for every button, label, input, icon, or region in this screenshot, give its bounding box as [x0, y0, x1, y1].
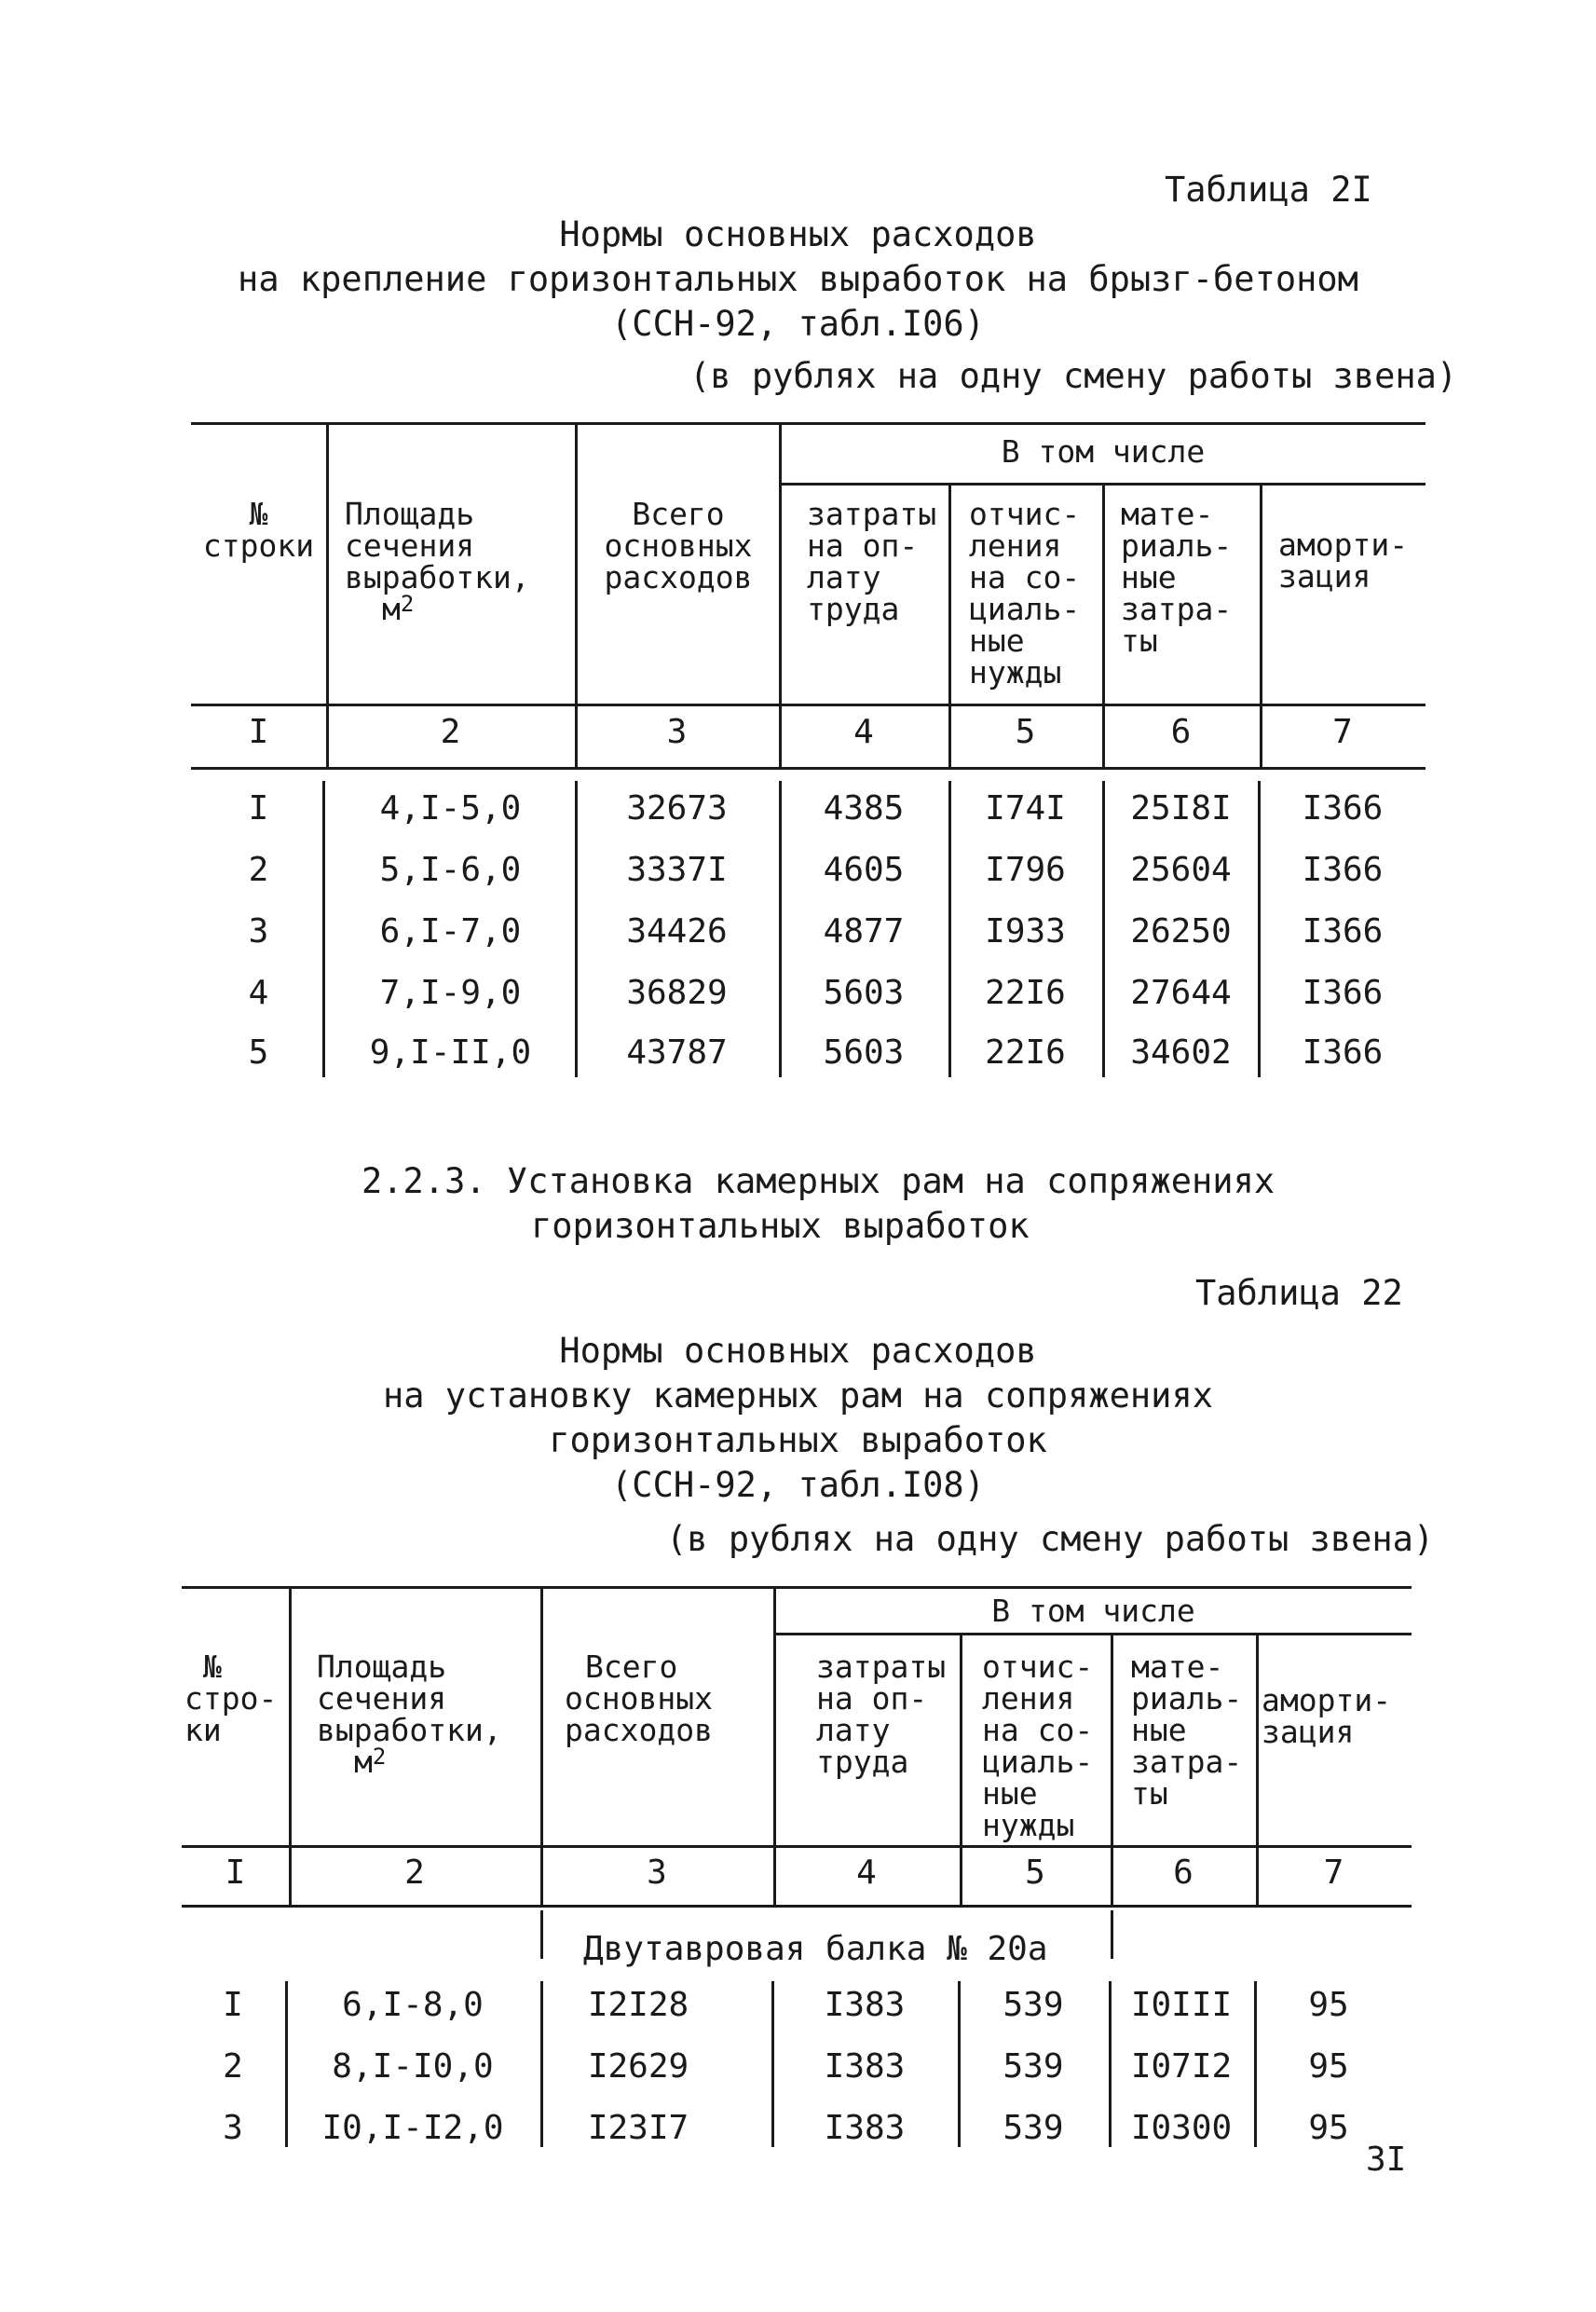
- table21-header-social: отчис- ления на со- циаль- ные нужды: [969, 496, 1081, 691]
- cell: I383: [824, 1986, 906, 2024]
- cell: I383: [824, 2047, 906, 2086]
- cell: 36829: [626, 974, 728, 1012]
- table22-title-line4: (ССН-92, табл.I08): [611, 1465, 985, 1505]
- cell: 539: [1003, 1986, 1064, 2024]
- cell: 2: [248, 851, 269, 889]
- table21-colnum: 6: [1170, 713, 1192, 751]
- cell: 27644: [1130, 974, 1232, 1012]
- cell: 22I6: [985, 1033, 1066, 1072]
- cell: I: [248, 789, 269, 828]
- table21-header-materials: мате- риаль- ные затра- ты: [1121, 496, 1233, 659]
- cell: 7,I-9,0: [379, 974, 522, 1012]
- cell: I07I2: [1130, 2047, 1233, 2086]
- cell: 95: [1308, 2109, 1349, 2147]
- table22-colnum: 6: [1173, 1854, 1194, 1892]
- table21-colnum: 4: [853, 713, 874, 751]
- cell: 6,I-8,0: [342, 1986, 484, 2024]
- table21-colnum: 7: [1332, 713, 1353, 751]
- page-number: 3I: [1366, 2141, 1407, 2179]
- table22-body-divider: [1111, 1910, 1113, 1959]
- table22-subheader-rule: [775, 1633, 1412, 1635]
- table22-title-line3: горизонтальных выработок: [549, 1420, 1047, 1460]
- cell: 4: [248, 974, 269, 1012]
- cell: 3337I: [626, 851, 728, 889]
- cell: I366: [1302, 851, 1384, 889]
- cell: 32673: [626, 789, 728, 828]
- cell: 95: [1308, 2047, 1349, 2086]
- table21-label: Таблица 2I: [1165, 170, 1372, 210]
- table21-header-total: Всего основных расходов: [604, 496, 753, 595]
- cell: 539: [1003, 2109, 1064, 2147]
- table21-header-amort: аморти- зация: [1278, 527, 1409, 595]
- table22-colnum: 5: [1025, 1854, 1045, 1892]
- cell: 4877: [823, 912, 905, 951]
- cell: I366: [1302, 789, 1384, 828]
- cell: I2I28: [587, 1986, 689, 2024]
- table22-header-social: отчис- ления на со- циаль- ные нужды: [982, 1648, 1094, 1843]
- section-heading-line2: горизонтальных выработок: [531, 1206, 1030, 1246]
- table21-colnum: 3: [666, 713, 688, 751]
- cell: 2: [223, 2047, 243, 2086]
- table22-colnum: 3: [647, 1854, 667, 1892]
- table21-top-border: [191, 422, 1425, 425]
- table22-header-bottom-rule: [182, 1845, 1412, 1848]
- table22-header-materials: мате- риаль- ные затра- ты: [1131, 1648, 1243, 1812]
- cell: I2629: [587, 2047, 689, 2086]
- cell: I23I7: [587, 2109, 689, 2147]
- cell: 3: [248, 912, 269, 951]
- table22-colnum: I: [225, 1854, 246, 1892]
- cell: I0,I-I2,0: [321, 2109, 504, 2147]
- cell: 5: [248, 1033, 269, 1072]
- cell: I366: [1302, 974, 1384, 1012]
- table21-title-line1: Нормы основных расходов: [559, 214, 1037, 254]
- table21-colnum-bottom-rule: [191, 767, 1425, 770]
- table22-colnum: 7: [1323, 1854, 1344, 1892]
- cell: 34602: [1130, 1033, 1232, 1072]
- table22-group-label: Двутавровая балка № 20а: [583, 1930, 1048, 1968]
- table22-header-total: Всего основных расходов: [565, 1648, 713, 1748]
- table22-unit-note: (в рублях на одну смену работы звена): [666, 1519, 1435, 1559]
- table21-header-labor: затраты на оп- лату труда: [807, 496, 937, 627]
- cell: 5603: [823, 974, 905, 1012]
- cell: 26250: [1130, 912, 1232, 951]
- cell: 4,I-5,0: [379, 789, 522, 828]
- cell: 22I6: [985, 974, 1066, 1012]
- cell: I366: [1302, 1033, 1384, 1072]
- table22-colnum-bottom-rule: [182, 1905, 1412, 1908]
- cell: 4385: [823, 789, 905, 828]
- cell: I0III: [1130, 1986, 1233, 2024]
- table21-colnum: I: [248, 713, 269, 751]
- table22-body-divider: [540, 1910, 543, 1959]
- cell: I933: [985, 912, 1066, 951]
- table21-title-line3: (ССН-92, табл.I06): [611, 304, 985, 344]
- table22-colnum: 2: [404, 1854, 425, 1892]
- cell: I366: [1302, 912, 1384, 951]
- cell: 9,I-II,0: [369, 1033, 532, 1072]
- table22-label: Таблица 22: [1195, 1273, 1403, 1313]
- table21-title-line2: на крепление горизонтальных выработок на брызг-бетоном: [238, 259, 1358, 299]
- table21-colnum: 5: [1015, 713, 1036, 751]
- cell: 5603: [823, 1033, 905, 1072]
- section-heading-line1: 2.2.3. Установка камерных рам на сопряжениях: [361, 1161, 1275, 1201]
- table21-unit-note: (в рублях на одну смену работы звена): [689, 356, 1458, 396]
- table22-title-line1: Нормы основных расходов: [559, 1331, 1037, 1371]
- table21-header-rowno: № строки: [202, 496, 315, 564]
- table22-header-rowno: № стро- ки: [184, 1648, 278, 1748]
- cell: 25604: [1130, 851, 1232, 889]
- cell: 5,I-6,0: [379, 851, 522, 889]
- cell: 95: [1308, 1986, 1349, 2024]
- cell: 43787: [626, 1033, 728, 1072]
- cell: 8,I-I0,0: [332, 2047, 494, 2086]
- table21-header-incl: В том числе: [1001, 433, 1206, 470]
- cell: 34426: [626, 912, 728, 951]
- table21-header-bottom-rule: [191, 704, 1425, 706]
- table21-colnum: 2: [440, 713, 461, 751]
- table22-title-line2: на установку камерных рам на сопряжениях: [382, 1375, 1214, 1416]
- cell: 25I8I: [1130, 789, 1232, 828]
- cell: 4605: [823, 851, 905, 889]
- cell: 539: [1003, 2047, 1064, 2086]
- table22-colnum: 4: [856, 1854, 877, 1892]
- cell: I0300: [1130, 2109, 1233, 2147]
- table22-top-border: [182, 1586, 1412, 1589]
- table22-header-amort: аморти- зация: [1262, 1682, 1392, 1750]
- cell: I796: [985, 851, 1066, 889]
- table21-header-area: Площадь сечения выработки, $м^2$: [345, 496, 530, 627]
- table22-header-area: Площадь сечения выработки, $м^2$: [317, 1648, 502, 1780]
- cell: 3: [223, 2109, 243, 2147]
- table22-header-labor: затраты на оп- лату труда: [816, 1648, 947, 1780]
- cell: I74I: [985, 789, 1066, 828]
- cell: 6,I-7,0: [379, 912, 522, 951]
- cell: I383: [824, 2109, 906, 2147]
- table22-header-incl: В том числе: [991, 1593, 1195, 1629]
- cell: I: [223, 1986, 243, 2024]
